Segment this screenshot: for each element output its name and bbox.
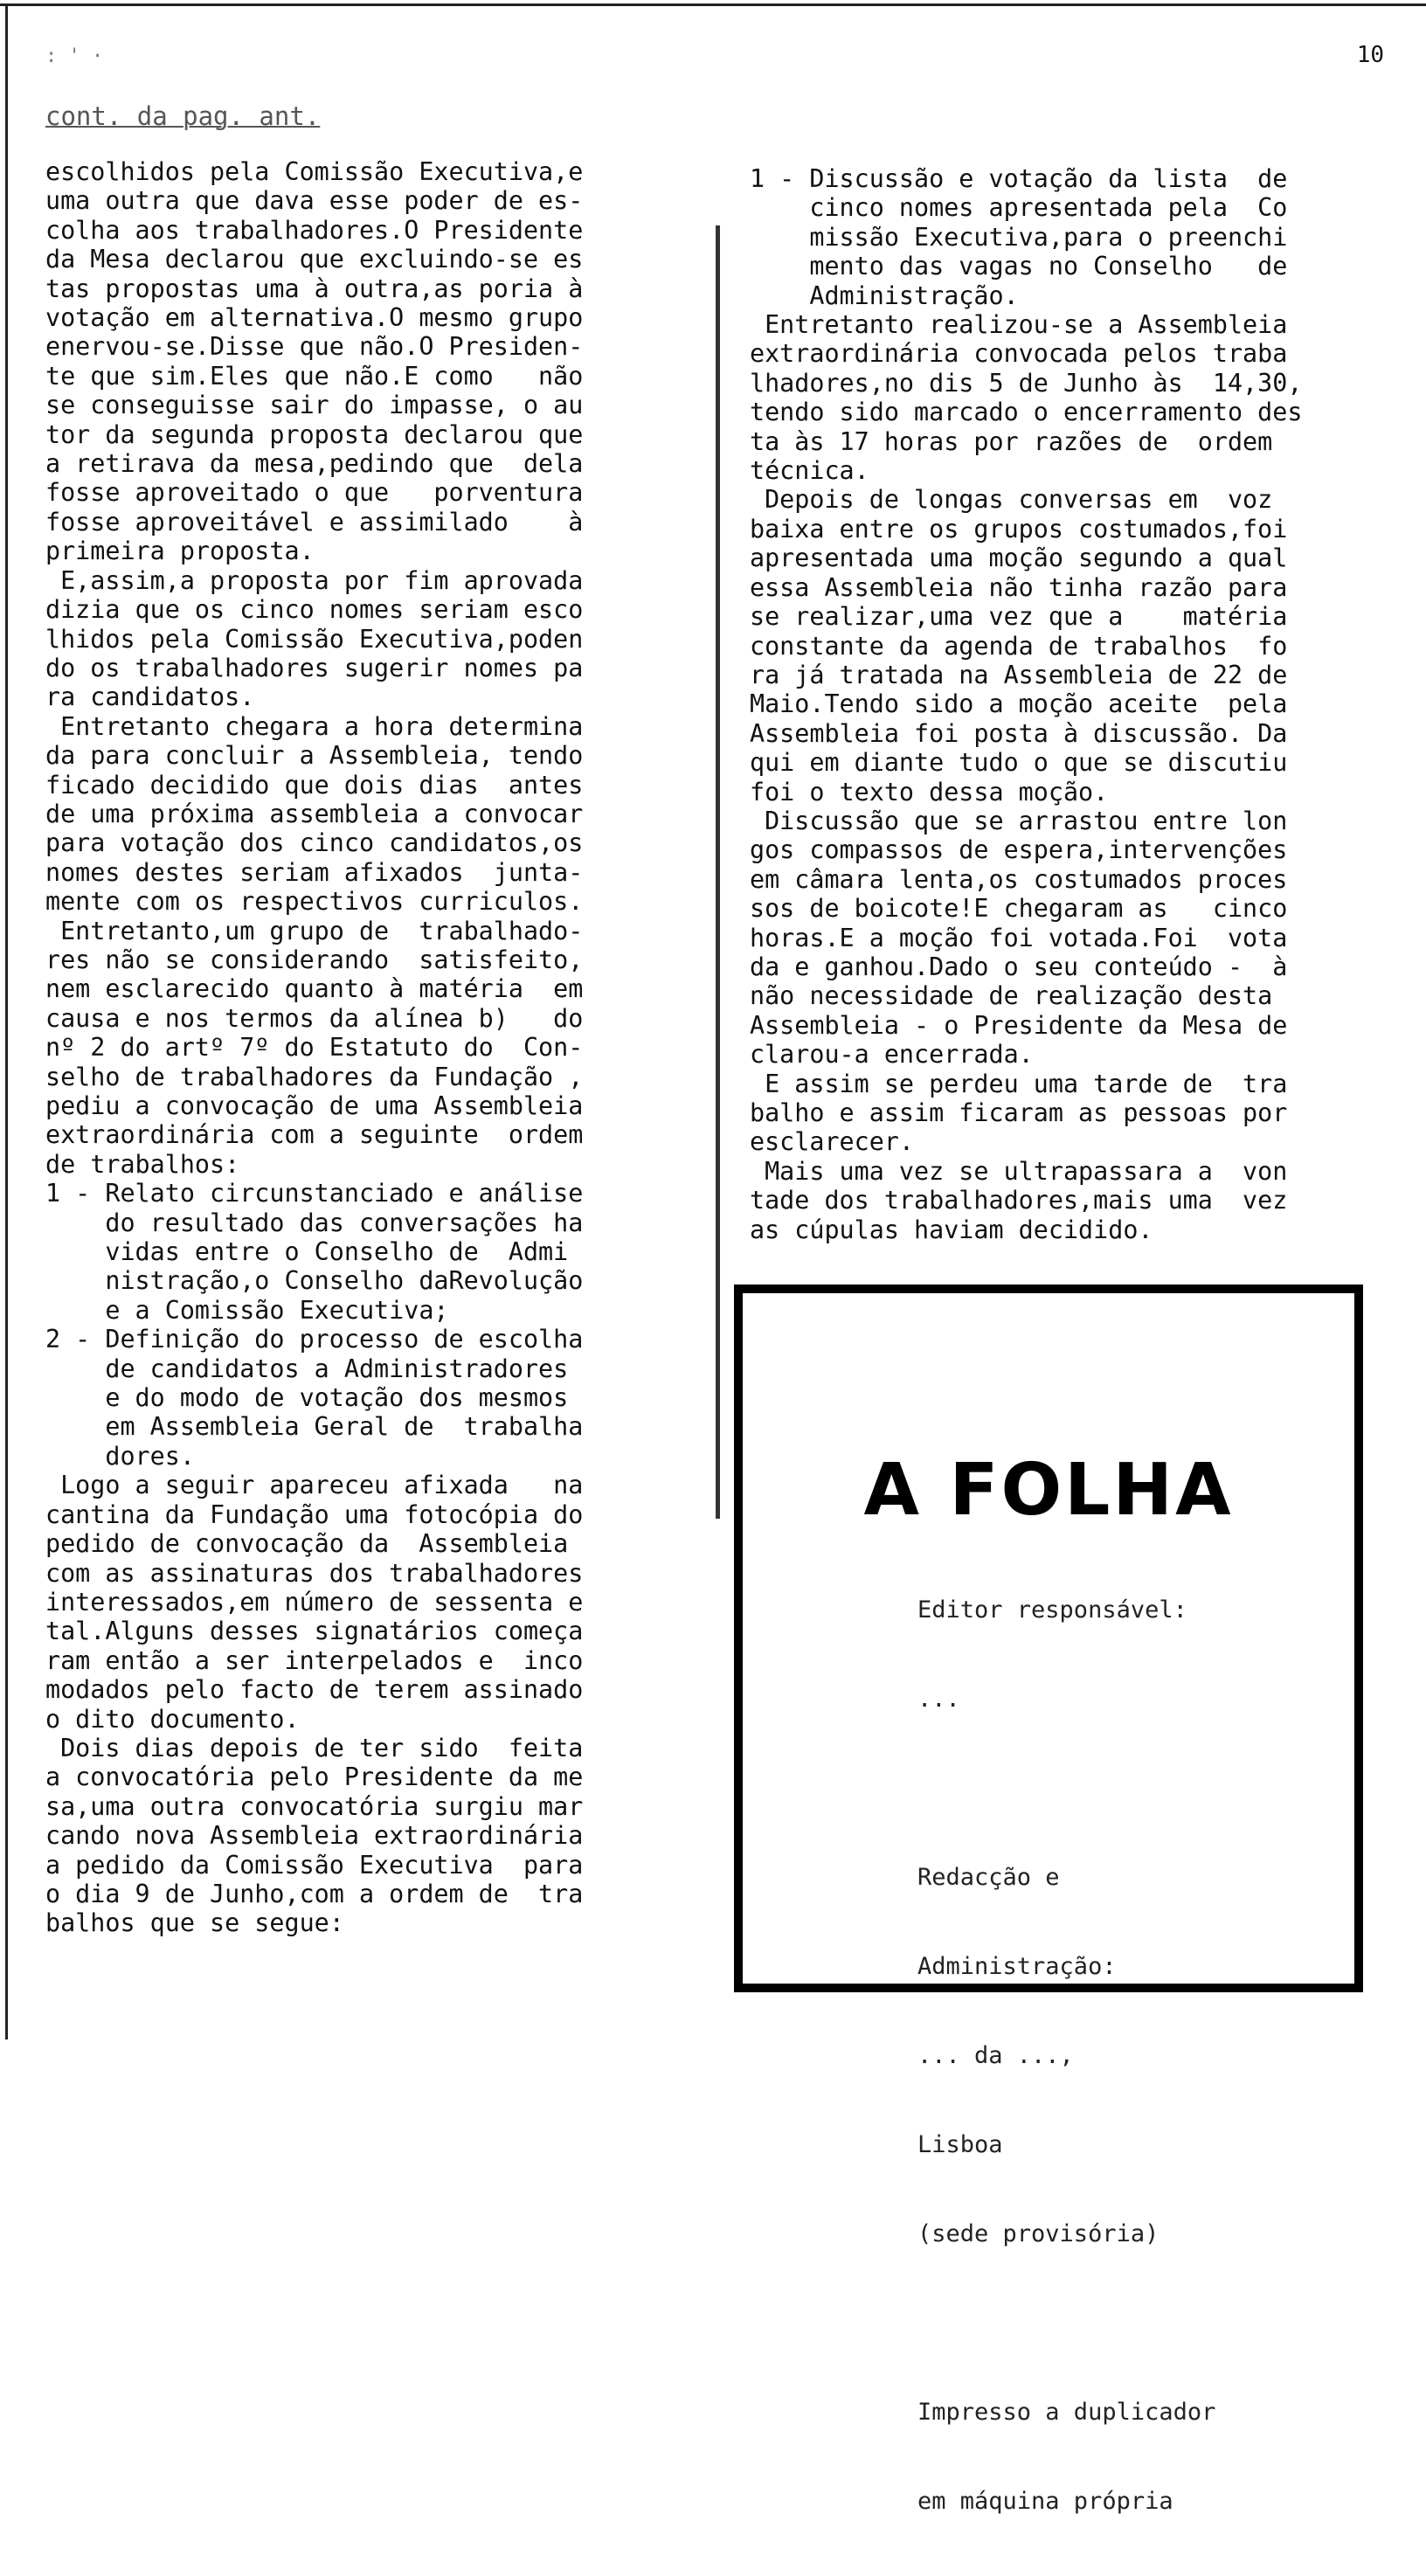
- text-line: ra candidatos.: [45, 682, 255, 712]
- text-line: nem esclarecido quanto à matéria em: [45, 974, 584, 1004]
- text-line: Assembleia foi posta à discussão. Da: [750, 718, 1288, 748]
- text-line: para votação dos cinco candidatos,os: [45, 828, 584, 858]
- text-line: escolhidos pela Comissão Executiva,e: [45, 157, 584, 186]
- column-divider: [716, 225, 720, 1519]
- text-line: selho de trabalhadores da Fundação ,: [45, 1062, 584, 1091]
- text-line: mento das vagas no Conselho de: [750, 252, 1288, 281]
- text-line: a pedido da Comissão Executiva para: [45, 1850, 584, 1880]
- masthead-info: [917, 1536, 1215, 2576]
- text-line: baixa entre os grupos costumados,foi: [750, 514, 1288, 544]
- text-line: as cúpulas haviam decidido.: [750, 1215, 1153, 1244]
- text-line: tendo sido marcado o encerramento des: [750, 398, 1303, 427]
- text-line: Entretanto,um grupo de trabalhado-: [45, 916, 584, 945]
- text-line: 1 - Relato circunstanciado e análise: [45, 1179, 584, 1208]
- right-column: [750, 164, 1381, 1244]
- text-line: tade dos trabalhadores,mais uma vez: [750, 1186, 1288, 1215]
- editor-name: ...: [917, 1686, 960, 1713]
- text-line: sos de boicote!E chegaram as cinco: [750, 894, 1288, 924]
- text-line: cinco nomes apresentada pela Co: [750, 193, 1288, 223]
- masthead-box: [734, 1285, 1363, 2515]
- address-line: ... da ...,: [917, 2042, 1074, 2069]
- text-line: tas propostas uma à outra,as poria à: [45, 274, 584, 303]
- text-line: qui em diante tudo o que se discutiu: [750, 748, 1288, 778]
- page-border-top: [0, 3, 1426, 6]
- text-line: o dia 9 de Junho,com a ordem de tra: [45, 1879, 584, 1908]
- text-line: Mais uma vez se ultrapassara a von: [750, 1156, 1288, 1186]
- text-line: do os trabalhadores sugerir nomes pa: [45, 653, 584, 682]
- text-line: cantina da Fundação uma fotocópia do: [45, 1499, 584, 1529]
- text-line: o dito documento.: [45, 1704, 300, 1734]
- administration-label: Administração:: [917, 1953, 1117, 1980]
- text-line: em câmara lenta,os costumados proces: [750, 864, 1288, 894]
- text-line: sa,uma outra convocatória surgiu mar: [45, 1791, 584, 1821]
- text-line: em Assembleia Geral de trabalha: [45, 1412, 584, 1442]
- text-line: pedido de convocação da Assembleia: [45, 1529, 569, 1559]
- text-line: se conseguisse sair do impasse, o au: [45, 391, 584, 420]
- continuation-note: cont. da pag. ant.: [45, 101, 321, 131]
- text-line: horas.E a moção foi votada.Foi vota: [750, 923, 1288, 952]
- text-line: de candidatos a Administradores: [45, 1354, 569, 1383]
- editor-label: Editor responsável:: [917, 1596, 1187, 1624]
- text-line: ram então a ser interpelados e inco: [45, 1645, 584, 1675]
- text-line: balho e assim ficaram as pessoas por: [750, 1098, 1288, 1127]
- text-line: do resultado das conversações ha: [45, 1208, 584, 1237]
- seat-note: (sede provisória): [917, 2220, 1159, 2247]
- text-line: da para concluir a Assembleia, tendo: [45, 741, 584, 771]
- text-line: e do modo de votação dos mesmos: [45, 1383, 569, 1413]
- text-line: colha aos trabalhadores.O Presidente: [45, 215, 584, 245]
- text-line: ficado decidido que dois dias antes: [45, 770, 584, 800]
- text-line: Administração.: [750, 280, 1019, 310]
- text-line: Depois de longas conversas em voz: [750, 485, 1273, 515]
- text-line: ta às 17 horas por razões de ordem: [750, 426, 1273, 456]
- text-line: se realizar,uma vez que a matéria: [750, 602, 1288, 632]
- text-line: vidas entre o Conselho de Admi: [45, 1237, 569, 1267]
- text-line: uma outra que dava esse poder de es-: [45, 186, 584, 216]
- text-line: nomes destes seriam afixados junta-: [45, 857, 584, 887]
- text-line: ra já tratada na Assembleia de 22 de: [750, 660, 1288, 689]
- city: Lisboa: [917, 2131, 1003, 2158]
- text-line: extraordinária convocada pelos traba: [750, 339, 1288, 369]
- text-line: pediu a convocação de uma Assembleia: [45, 1091, 584, 1120]
- masthead-title: A FOLHA: [863, 1449, 1234, 1532]
- text-line: interessados,em número de sessenta e: [45, 1587, 584, 1617]
- text-line: tal.Alguns desses signatários começa: [45, 1617, 584, 1646]
- text-line: a retirava da mesa,pedindo que dela: [45, 449, 584, 479]
- text-line: causa e nos termos da alínea b) do: [45, 1003, 584, 1033]
- text-line: constante da agenda de trabalhos fo: [750, 631, 1288, 661]
- text-line: e a Comissão Executiva;: [45, 1295, 449, 1325]
- text-line: cando nova Assembleia extraordinária: [45, 1821, 584, 1851]
- text-line: nº 2 do artº 7º do Estatuto do Con-: [45, 1033, 584, 1063]
- text-line: balhos que se segue:: [45, 1908, 344, 1938]
- text-line: gos compassos de espera,intervenções: [750, 835, 1288, 865]
- left-column: [45, 157, 676, 1938]
- text-line: da Mesa declarou que excluindo-se es: [45, 245, 584, 274]
- text-line: te que sim.Eles que não.E como não: [45, 361, 584, 391]
- text-line: Entretanto realizou-se a Assembleia: [750, 310, 1288, 340]
- text-line: clarou-a encerrada.: [750, 1040, 1034, 1070]
- text-line: nistração,o Conselho daRevolução: [45, 1266, 584, 1296]
- text-line: técnica.: [750, 456, 869, 486]
- text-line: fosse aproveitado o que porventura: [45, 478, 584, 508]
- text-line: Discussão que se arrastou entre lon: [750, 806, 1288, 835]
- print-line-2: em máquina própria: [917, 2488, 1173, 2515]
- text-line: apresentada uma moção segundo a qual: [750, 544, 1288, 573]
- text-line: lhadores,no dis 5 de Junho às 14,30,: [750, 368, 1303, 398]
- text-line: Assembleia - o Presidente da Mesa de: [750, 1010, 1288, 1040]
- text-line: dores.: [45, 1441, 195, 1471]
- redaction-label: Redacção e: [917, 1864, 1060, 1891]
- text-line: dizia que os cinco nomes seriam esco: [45, 595, 584, 625]
- text-line: Logo a seguir apareceu afixada na: [45, 1471, 584, 1500]
- text-line: Maio.Tendo sido a moção aceite pela: [750, 689, 1288, 719]
- text-line: E assim se perdeu uma tarde de tra: [750, 1069, 1288, 1098]
- text-line: modados pelo facto de terem assinado: [45, 1675, 584, 1705]
- text-line: lhidos pela Comissão Executiva,poden: [45, 624, 584, 654]
- text-line: 2 - Definição do processo de escolha: [45, 1325, 584, 1354]
- text-line: esclarecer.: [750, 1127, 915, 1157]
- text-line: missão Executiva,para o preenchi: [750, 222, 1288, 252]
- text-line: 1 - Discussão e votação da lista de: [750, 164, 1288, 193]
- text-line: a convocatória pelo Presidente da me: [45, 1762, 584, 1792]
- print-line-1: Impresso a duplicador: [917, 2399, 1216, 2426]
- text-line: extraordinária com a seguinte ordem: [45, 1120, 584, 1150]
- text-line: com as assinaturas dos trabalhadores: [45, 1558, 584, 1588]
- page-number: 10: [1356, 42, 1384, 68]
- text-line: primeira proposta.: [45, 537, 315, 566]
- text-line: Entretanto chegara a hora determina: [45, 711, 584, 741]
- top-marks: : ' ·: [45, 45, 104, 67]
- page-border-left: [5, 3, 8, 2039]
- text-line: E,assim,a proposta por fim aprovada: [45, 565, 584, 595]
- text-line: não necessidade de realização desta: [750, 981, 1273, 1011]
- text-line: enervou-se.Disse que não.O Presiden-: [45, 332, 584, 362]
- text-line: da e ganhou.Dado o seu conteúdo - à: [750, 952, 1288, 981]
- text-line: mente com os respectivos curriculos.: [45, 887, 584, 917]
- text-line: fosse aproveitável e assimilado à: [45, 507, 584, 537]
- text-line: de trabalhos:: [45, 1149, 240, 1179]
- text-line: essa Assembleia não tinha razão para: [750, 572, 1288, 602]
- text-line: votação em alternativa.O mesmo grupo: [45, 303, 584, 333]
- text-line: de uma próxima assembleia a convocar: [45, 799, 584, 828]
- text-line: tor da segunda proposta declarou que: [45, 419, 584, 449]
- text-line: res não se considerando satisfeito,: [45, 945, 584, 974]
- text-line: foi o texto dessa moção.: [750, 777, 1109, 807]
- text-line: Dois dias depois de ter sido feita: [45, 1733, 584, 1762]
